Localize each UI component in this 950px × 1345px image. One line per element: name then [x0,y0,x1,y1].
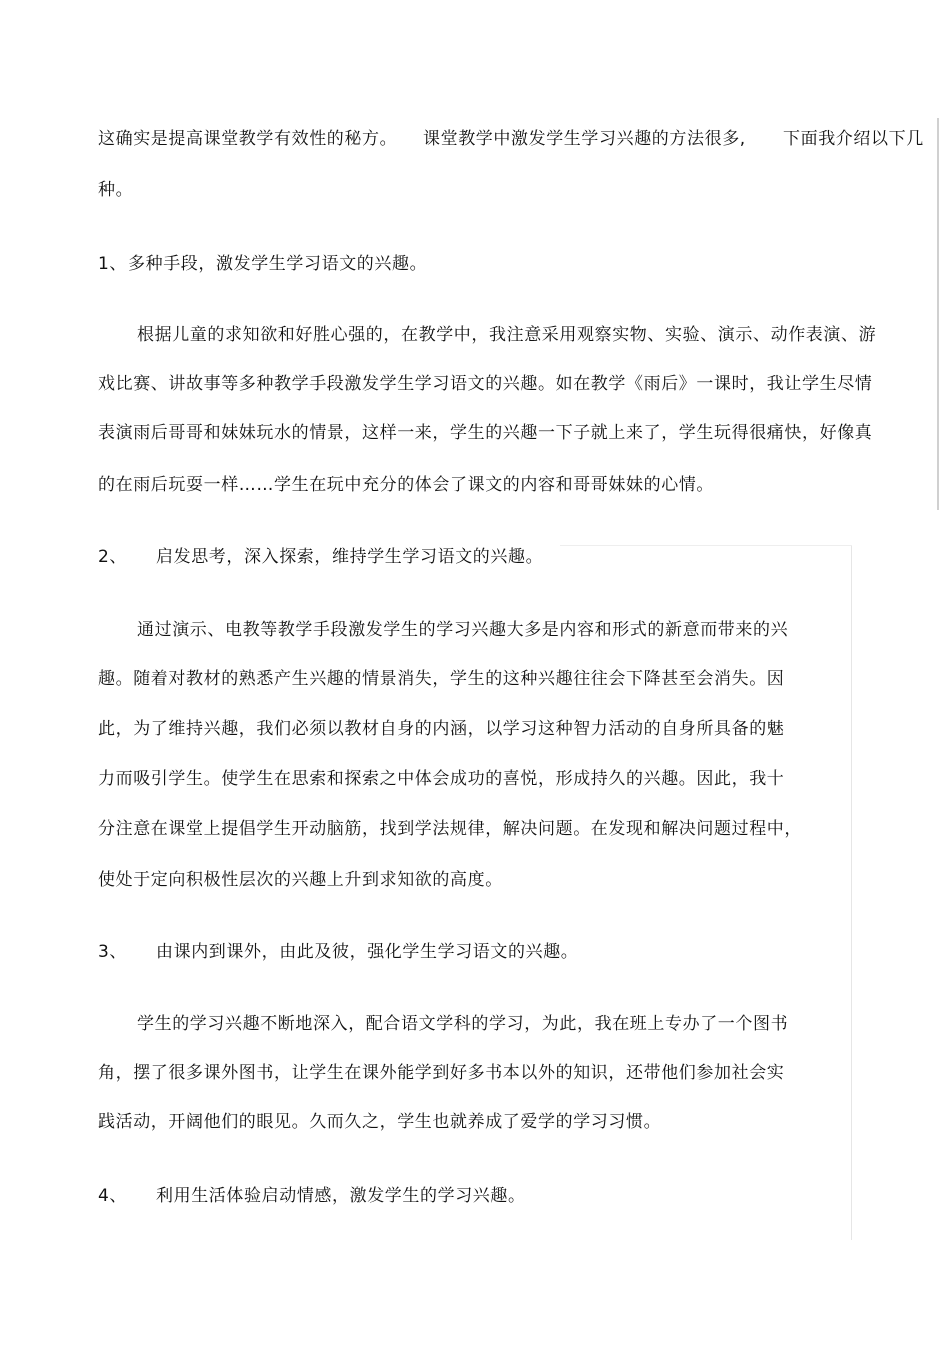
section-2-paragraph-line: 力而吸引学生。使学生在思索和探索之中体会成功的喜悦，形成持久的兴趣。因此，我十 [98,769,785,789]
section-2-heading [98,545,798,569]
intro-line-1-part-2: 课堂教学中激发学生学习兴趣的方法很多, [423,129,746,149]
section-4-title: 利用生活体验启动情感，激发学生的学习兴趣。 [156,1186,526,1206]
intro-line-2: 种。 [98,180,134,200]
page-frame-vertical-line [851,545,852,1240]
section-1-paragraph-line: 表演雨后哥哥和妹妹玩水的情景，这样一来，学生的兴趣一下子就上来了，学生玩得很痛快，好像真 [98,423,873,443]
section-4-heading [98,1184,798,1208]
section-2-number: 2、 [98,547,128,567]
section-1-title: 多种手段，激发学生学习语文的兴趣。 [128,254,428,274]
section-3-paragraph-line: 践活动，开阔他们的眼见。久而久之，学生也就养成了爱学的学习习惯。 [98,1112,662,1132]
section-3-paragraph-line: 角，摆了很多课外图书，让学生在课外能学到好多书本以外的知识，还带他们参加社会实 [98,1063,785,1083]
section-3-title: 由课内到课外，由此及彼，强化学生学习语文的兴趣。 [156,942,579,962]
intro-line-1-part-1: 这确实是提高课堂教学有效性的秘方。 [98,129,398,149]
section-2-paragraph-line: 趣。随着对教材的熟悉产生兴趣的情景消失，学生的这种兴趣往往会下降甚至会消失。因 [98,669,785,689]
section-3-heading [98,940,798,964]
section-2-paragraph-line: 通过演示、电教等教学手段激发学生的学习兴趣大多是内容和形式的新意而带来的兴 [137,620,789,640]
section-2-title: 启发思考，深入探索，维持学生学习语文的兴趣。 [156,547,544,567]
section-3-paragraph-line: 学生的学习兴趣不断地深入，配合语文学科的学习，为此，我在班上专办了一个图书 [137,1014,789,1034]
section-3-number: 3、 [98,942,128,962]
section-1-number: 1、 [98,254,128,274]
section-2-paragraph-line: 此，为了维持兴趣，我们必须以教材自身的内涵，以学习这种智力活动的自身所具备的魅 [98,719,785,739]
section-1-paragraph-line: 戏比赛、讲故事等多种教学手段激发学生学习语文的兴趣。如在教学《雨后》一课时，我让学生尽情 [98,374,873,394]
section-2-paragraph-line: 使处于定向积极性层次的兴趣上升到求知欲的高度。 [98,870,503,890]
section-4-number: 4、 [98,1186,128,1206]
intro-line-1 [98,127,938,151]
section-1-paragraph-line: 根据儿童的求知欲和好胜心强的，在教学中，我注意采用观察实物、实验、演示、动作表演、游 [137,325,877,345]
intro-line-1-part-3: 下面我介绍以下几 [783,129,924,149]
section-2-paragraph-line: 分注意在课堂上提倡学生开动脑筋，找到学法规律，解决问题。在发现和解决问题过程中， [98,819,802,839]
section-1-paragraph-line: 的在雨后玩耍一样……学生在玩中充分的体会了课文的内容和哥哥妹妹的心情。 [98,475,714,495]
section-1-heading [98,252,798,276]
page-edge-mark [937,118,939,510]
